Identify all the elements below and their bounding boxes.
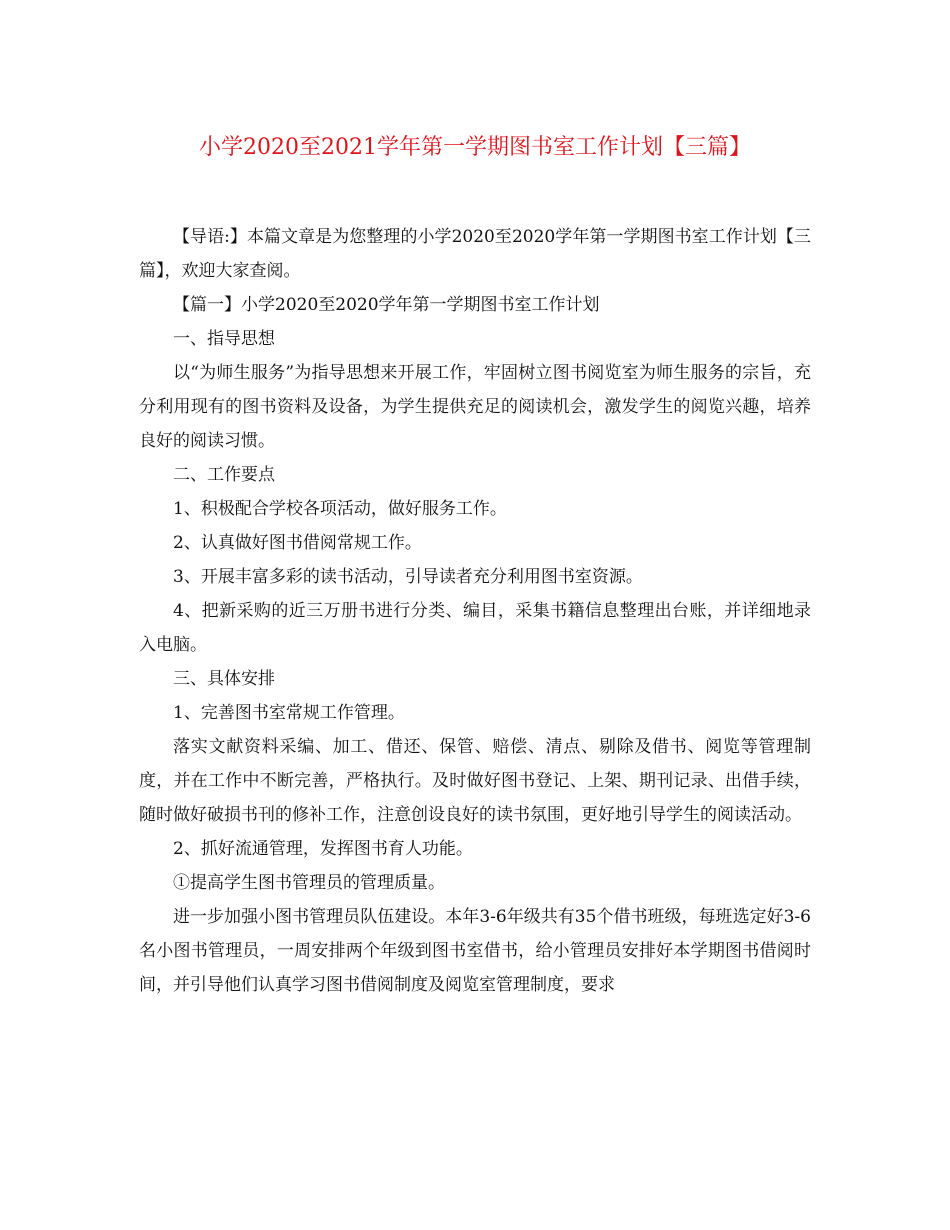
arrangement-2-heading: 2、抓好流通管理，发挥图书育人功能。: [173, 839, 473, 859]
work-point-3: 3、开展丰富多彩的读书活动，引导读者充分利用图书室资源。: [173, 567, 643, 587]
document-title: 小学2020至2021学年第一学期图书室工作计划【三篇】: [199, 135, 751, 160]
heading-arrangements: 三、具体安排: [173, 669, 275, 689]
work-point-4: 4、把新采购的近三万册书进行分类、编目，采集书籍信息整理出台账，并详细地录入电脑。: [139, 601, 811, 655]
heading-work-points: 二、工作要点: [173, 465, 275, 485]
section-heading-part-one: 【篇一】小学2020至2020学年第一学期图书室工作计划: [173, 295, 600, 315]
arrangement-1-paragraph: 落实文献资料采编、加工、借还、保管、赔偿、清点、剔除及借书、阅览等管理制度，并在工作中不断完善，严格执行。及时做好图书登记、上架、期刊记录、出借手续，随时做好破损书刊的修补工作，注意创设良好的读书氛围，更好地引导学生的阅读活动。: [139, 737, 811, 825]
arrangement-2-subheading: ①提高学生图书管理员的管理质量。: [173, 873, 445, 893]
intro-paragraph: 【导语:】本篇文章是为您整理的小学2020至2020学年第一学期图书室工作计划【三篇】，欢迎大家查阅。: [139, 227, 811, 281]
guiding-thought-paragraph: 以“为师生服务”为指导思想来开展工作，牢固树立图书阅览室为师生服务的宗旨，充分利用现有的图书资料及设备，为学生提供充足的阅读机会，激发学生的阅览兴趣，培养良好的阅读习惯。: [139, 363, 811, 451]
work-point-1: 1、积极配合学校各项活动，做好服务工作。: [173, 499, 507, 519]
work-point-2: 2、认真做好图书借阅常规工作。: [173, 533, 422, 553]
arrangement-1-heading: 1、完善图书室常规工作管理。: [173, 703, 405, 723]
arrangement-2-paragraph: 进一步加强小图书管理员队伍建设。本年3-6年级共有35个借书班级，每班选定好3-6名小图书管理员，一周安排两个年级到图书室借书，给小管理员安排好本学期图书借阅时间，并引导他们认真学习图书借阅制度及阅览室管理制度，要求: [139, 907, 811, 995]
document-body: [139, 220, 811, 1002]
heading-guiding-thought: 一、指导思想: [173, 329, 275, 349]
